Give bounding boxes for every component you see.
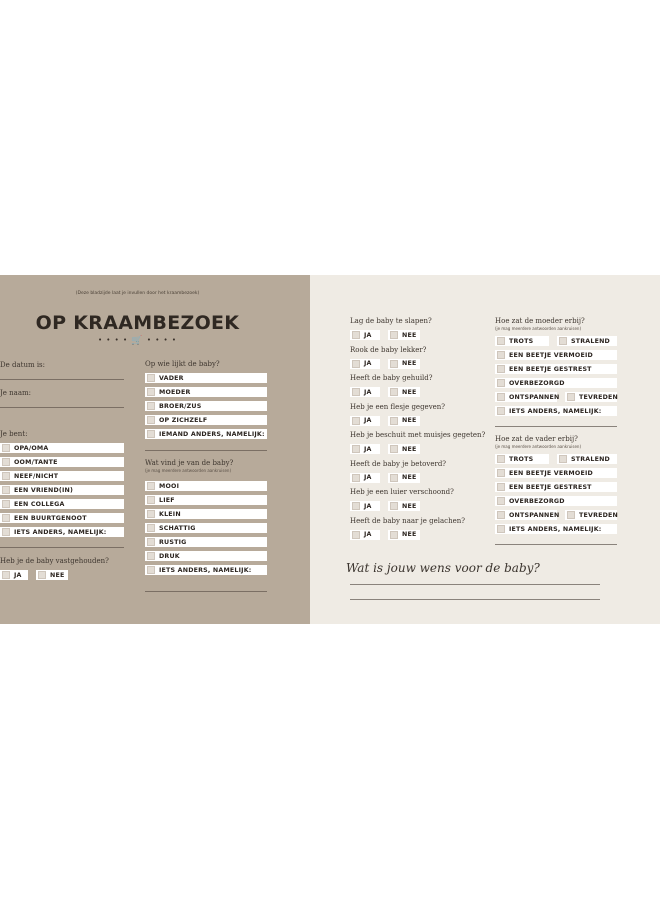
yes-no-question xyxy=(350,317,432,325)
parent-question-text: Hoe zat de moeder erbij? xyxy=(495,317,585,325)
wat-vind-other-line[interactable] xyxy=(145,591,267,592)
vastgehouden-label: Heb je de baby vastgehouden? xyxy=(0,557,109,565)
checkbox[interactable] xyxy=(497,511,505,519)
checkbox[interactable] xyxy=(2,514,10,522)
parent-option[interactable] xyxy=(495,392,560,402)
naam-label: Je naam: xyxy=(0,389,32,397)
je-bent-option[interactable] xyxy=(0,513,124,523)
option-label: MOOI xyxy=(159,482,180,490)
yes-no-question-text: Heeft de baby je betoverd? xyxy=(350,459,447,468)
parent-option[interactable] xyxy=(565,392,617,402)
option-label: SCHATTIG xyxy=(159,524,196,532)
checkbox[interactable] xyxy=(352,474,360,482)
option-label: NEE xyxy=(402,331,417,339)
parent-other-line[interactable] xyxy=(495,426,617,427)
checkbox[interactable] xyxy=(390,531,398,539)
parent-option[interactable] xyxy=(557,336,617,346)
ornament-dots-left: • • • • xyxy=(97,336,129,344)
yes-no-question-text: Heeft de baby naar je gelachen? xyxy=(350,516,466,525)
checkbox[interactable] xyxy=(559,455,567,463)
option-label: EEN BEETJE GESTREST xyxy=(509,365,592,373)
parent-question xyxy=(495,435,581,449)
parent-option[interactable] xyxy=(495,482,617,492)
option-label: EEN VRIEND(IN) xyxy=(14,486,74,494)
no-option[interactable] xyxy=(388,416,420,426)
option-label: IEMAND ANDERS, NAMELIJK: xyxy=(159,430,265,438)
yes-no-question xyxy=(350,346,426,354)
no-option[interactable] xyxy=(388,359,420,369)
checkbox[interactable] xyxy=(497,337,505,345)
op-wie-option[interactable] xyxy=(145,415,267,425)
yes-option[interactable] xyxy=(350,501,380,511)
checkbox[interactable] xyxy=(497,365,505,373)
option-label: IETS ANDERS, NAMELIJK: xyxy=(509,525,602,533)
parent-other-line[interactable] xyxy=(495,544,617,545)
parent-option[interactable] xyxy=(495,496,617,506)
page-title: OP KRAAMBEZOEK xyxy=(35,312,240,334)
wish-heading: Wat is jouw wens voor de baby? xyxy=(346,561,540,575)
parent-option[interactable] xyxy=(495,364,617,374)
checkbox[interactable] xyxy=(147,566,155,574)
checkbox[interactable] xyxy=(352,360,360,368)
wat-vind-option[interactable] xyxy=(145,495,267,505)
option-label: RUSTIG xyxy=(159,538,187,546)
option-label: IETS ANDERS, NAMELIJK: xyxy=(14,528,107,536)
checkbox[interactable] xyxy=(390,474,398,482)
option-label: TROTS xyxy=(509,455,534,463)
option-label: OVERBEZORGD xyxy=(509,379,565,387)
wat-vind-sub: (je mag meerdere antwoorden aankruisen) xyxy=(145,468,232,473)
op-wie-option[interactable] xyxy=(145,387,267,397)
option-label: NEE xyxy=(50,571,65,579)
vastgehouden-no[interactable] xyxy=(36,570,68,580)
option-label: VADER xyxy=(159,374,184,382)
option-label: JA xyxy=(14,571,22,579)
option-label: NEEF/NICHT xyxy=(14,472,59,480)
checkbox[interactable] xyxy=(352,502,360,510)
option-label: NEE xyxy=(402,531,417,538)
checkbox[interactable] xyxy=(2,571,10,579)
checkbox[interactable] xyxy=(2,444,10,452)
parent-option[interactable] xyxy=(495,406,617,416)
parent-question xyxy=(495,317,585,331)
parent-option[interactable] xyxy=(495,350,617,360)
option-label: OOM/TANTE xyxy=(14,458,58,466)
op-wie-option[interactable] xyxy=(145,373,267,383)
page-note: (Deze bladzijde laat je invullen door het kraambezoek) xyxy=(75,291,200,296)
no-option[interactable] xyxy=(388,444,420,454)
option-label: NEE xyxy=(402,502,417,510)
wish-line-1[interactable] xyxy=(350,584,600,585)
option-label: JA xyxy=(364,360,372,367)
je-bent-label: Je bent: xyxy=(0,430,28,438)
option-label: JA xyxy=(364,474,372,481)
checkbox[interactable] xyxy=(2,500,10,508)
left-page xyxy=(0,275,310,624)
yes-no-question-text: Rook de baby lekker? xyxy=(350,345,427,354)
yes-option[interactable] xyxy=(350,473,380,483)
option-label: IETS ANDERS, NAMELIJK: xyxy=(509,407,602,415)
checkbox[interactable] xyxy=(352,445,360,453)
option-label: JA xyxy=(364,331,372,339)
parent-option[interactable] xyxy=(495,378,617,388)
option-label: IETS ANDERS, NAMELIJK: xyxy=(159,566,252,574)
checkbox[interactable] xyxy=(147,496,155,504)
option-label: NEE xyxy=(402,417,417,424)
option-label: DRUK xyxy=(159,552,180,560)
yes-no-question xyxy=(350,403,445,411)
option-label: JA xyxy=(364,502,372,510)
checkbox[interactable] xyxy=(497,525,505,533)
datum-line[interactable] xyxy=(0,379,124,380)
je-bent-option[interactable] xyxy=(0,485,124,495)
checkbox[interactable] xyxy=(497,351,505,359)
checkbox[interactable] xyxy=(497,379,505,387)
checkbox[interactable] xyxy=(497,407,505,415)
option-label: EEN COLLEGA xyxy=(14,500,65,508)
checkbox[interactable] xyxy=(147,388,155,396)
option-label: EEN BUURTGENOOT xyxy=(14,514,87,522)
wat-vind-option[interactable] xyxy=(145,481,267,491)
checkbox[interactable] xyxy=(2,472,10,480)
wish-line-2[interactable] xyxy=(350,599,600,600)
checkbox[interactable] xyxy=(147,374,155,382)
checkbox[interactable] xyxy=(352,531,360,539)
wat-vind-option[interactable] xyxy=(145,537,267,547)
option-label: ONTSPANNEN xyxy=(509,511,560,519)
option-label: OVERBEZORGD xyxy=(509,497,565,505)
option-label: EEN BEETJE VERMOEID xyxy=(509,469,593,477)
no-option[interactable] xyxy=(388,530,420,540)
checkbox[interactable] xyxy=(352,388,360,396)
checkbox[interactable] xyxy=(147,430,155,438)
no-option[interactable] xyxy=(388,501,420,511)
option-label: BROER/ZUS xyxy=(159,402,202,410)
wat-vind-option[interactable] xyxy=(145,523,267,533)
checkbox[interactable] xyxy=(147,402,155,410)
checkbox[interactable] xyxy=(147,510,155,518)
checkbox[interactable] xyxy=(352,417,360,425)
checkbox[interactable] xyxy=(147,524,155,532)
checkbox[interactable] xyxy=(147,482,155,490)
wat-vind-option[interactable] xyxy=(145,509,267,519)
option-label: TEVREDEN xyxy=(579,393,619,401)
checkbox[interactable] xyxy=(567,393,575,401)
yes-option[interactable] xyxy=(350,444,380,454)
je-bent-other-line[interactable] xyxy=(0,547,124,548)
option-label: NEE xyxy=(402,360,417,367)
option-label: ONTSPANNEN xyxy=(509,393,560,401)
yes-no-question-text: Heeft de baby gehuild? xyxy=(350,374,433,382)
yes-no-question-text: Heb je een flesje gegeven? xyxy=(350,402,446,411)
checkbox[interactable] xyxy=(2,528,10,536)
yes-option[interactable] xyxy=(350,359,380,369)
option-label: JA xyxy=(364,417,372,424)
checkbox[interactable] xyxy=(497,497,505,505)
option-label: TEVREDEN xyxy=(579,511,619,519)
parent-option[interactable] xyxy=(495,336,549,346)
parent-option[interactable] xyxy=(557,454,617,464)
yes-option[interactable] xyxy=(350,416,380,426)
parent-option[interactable] xyxy=(495,468,617,478)
checkbox[interactable] xyxy=(147,552,155,560)
option-label: KLEIN xyxy=(159,510,181,518)
title-ornament xyxy=(0,336,275,346)
yes-no-question xyxy=(350,374,433,382)
yes-option[interactable] xyxy=(350,530,380,540)
datum-label: De datum is: xyxy=(0,361,46,369)
checkbox[interactable] xyxy=(147,538,155,546)
op-wie-other-line[interactable] xyxy=(145,450,267,451)
no-option[interactable] xyxy=(388,473,420,483)
option-label: NEE xyxy=(402,388,417,396)
no-option[interactable] xyxy=(388,330,420,340)
option-label: OP ZICHZELF xyxy=(159,416,208,424)
option-label: STRALEND xyxy=(571,337,610,345)
checkbox[interactable] xyxy=(567,511,575,519)
ornament-dots-right: • • • • xyxy=(146,336,178,344)
vastgehouden-yes[interactable] xyxy=(0,570,28,580)
parent-question-sub: (je mag meerdere antwoorden aankruisen) xyxy=(495,444,582,449)
parent-option[interactable] xyxy=(495,510,560,520)
yes-no-question xyxy=(350,460,446,468)
op-wie-option[interactable] xyxy=(145,401,267,411)
checkbox[interactable] xyxy=(38,571,46,579)
yes-no-question-text: Lag de baby te slapen? xyxy=(350,317,432,325)
checkbox[interactable] xyxy=(390,388,398,396)
wat-vind-option[interactable] xyxy=(145,551,267,561)
naam-line[interactable] xyxy=(0,407,124,408)
stroller-icon: 🛒 xyxy=(131,336,144,346)
je-bent-option[interactable] xyxy=(0,443,124,453)
checkbox[interactable] xyxy=(390,360,398,368)
je-bent-option[interactable] xyxy=(0,527,124,537)
yes-no-question-text: Heb je een luier verschoond? xyxy=(350,488,454,496)
option-label: JA xyxy=(364,388,372,396)
option-label: TROTS xyxy=(509,337,534,345)
checkbox[interactable] xyxy=(390,417,398,425)
parent-question-text: Hoe zat de vader erbij? xyxy=(495,435,578,443)
yes-no-question xyxy=(350,517,465,525)
checkbox[interactable] xyxy=(390,331,398,339)
parent-option[interactable] xyxy=(565,510,617,520)
option-label: STRALEND xyxy=(571,455,610,463)
checkbox[interactable] xyxy=(352,331,360,339)
je-bent-option[interactable] xyxy=(0,457,124,467)
option-label: EEN BEETJE GESTREST xyxy=(509,483,592,491)
parent-question-sub: (je mag meerdere antwoorden aankruisen) xyxy=(495,326,582,331)
yes-no-question-text: Heb je beschuit met muisjes gegeten? xyxy=(350,431,486,439)
checkbox[interactable] xyxy=(497,393,505,401)
yes-no-question xyxy=(350,488,454,496)
op-wie-option[interactable] xyxy=(145,429,267,439)
option-label: EEN BEETJE VERMOEID xyxy=(509,351,593,359)
option-label: NEE xyxy=(402,445,417,453)
option-label: LIEF xyxy=(159,496,175,504)
checkbox[interactable] xyxy=(2,458,10,466)
je-bent-option[interactable] xyxy=(0,471,124,481)
no-option[interactable] xyxy=(388,387,420,397)
parent-option[interactable] xyxy=(495,524,617,534)
wat-vind-option[interactable] xyxy=(145,565,267,575)
checkbox[interactable] xyxy=(497,455,505,463)
wat-vind-label xyxy=(145,459,233,473)
wat-vind-question: Wat vind je van de baby? xyxy=(145,459,234,467)
option-label: OPA/OMA xyxy=(14,444,49,452)
parent-option[interactable] xyxy=(495,454,549,464)
checkbox[interactable] xyxy=(497,483,505,491)
checkbox[interactable] xyxy=(497,469,505,477)
yes-option[interactable] xyxy=(350,387,380,397)
right-page xyxy=(310,275,660,624)
yes-option[interactable] xyxy=(350,330,380,340)
option-label: JA xyxy=(364,531,372,538)
checkbox[interactable] xyxy=(147,416,155,424)
option-label: MOEDER xyxy=(159,388,191,396)
option-label: NEE xyxy=(402,474,417,481)
checkbox[interactable] xyxy=(390,502,398,510)
checkbox[interactable] xyxy=(2,486,10,494)
checkbox[interactable] xyxy=(390,445,398,453)
op-wie-label: Op wie lijkt de baby? xyxy=(145,360,220,368)
checkbox[interactable] xyxy=(559,337,567,345)
je-bent-option[interactable] xyxy=(0,499,124,509)
option-label: JA xyxy=(364,445,372,453)
yes-no-question xyxy=(350,431,485,439)
